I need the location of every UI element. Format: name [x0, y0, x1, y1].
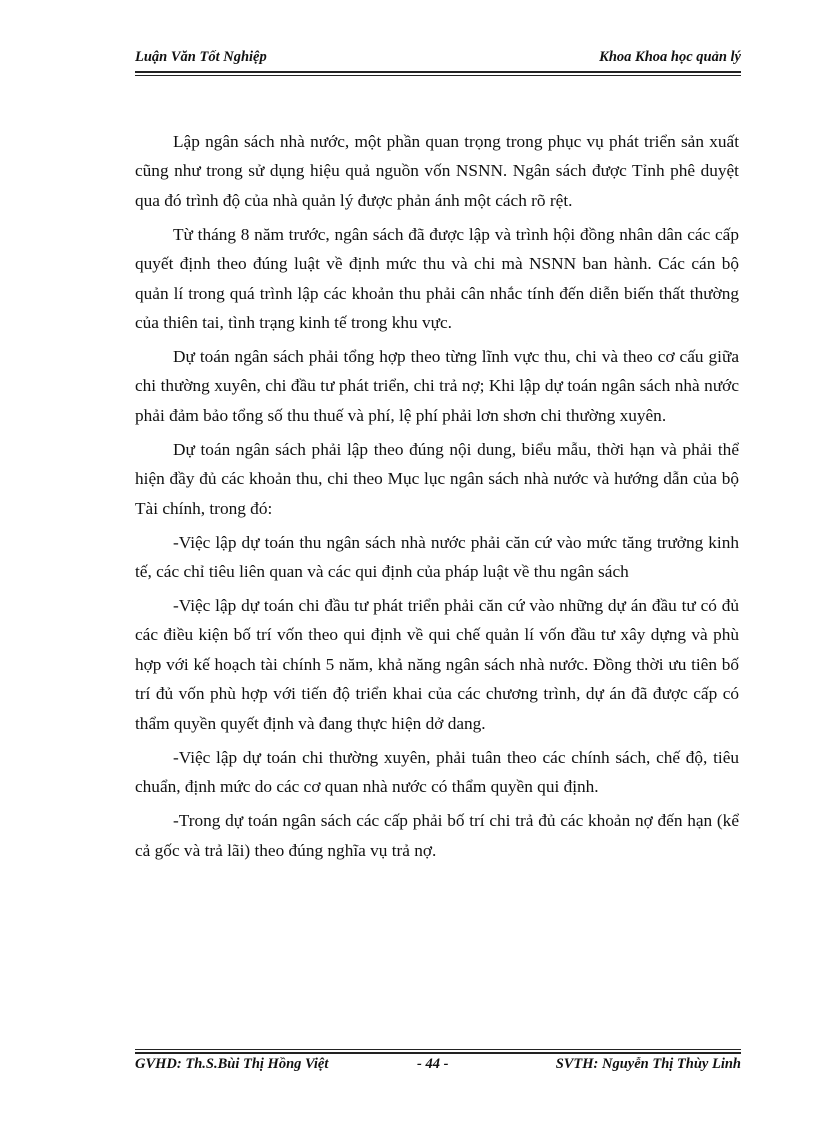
paragraph: -Việc lập dự toán thu ngân sách nhà nước phải căn cứ vào mức tăng trưởng kinh tế, các chỉ tiêu liên quan và các qui định của pháp luật về thu ngân sách: [135, 532, 739, 582]
header-rule-thick: [135, 71, 741, 73]
page-footer: [135, 1056, 741, 1078]
paragraph: Dự toán ngân sách phải tổng hợp theo từng lĩnh vực thu, chi và theo cơ cấu giữa chi thường xuyên, chi đầu tư phát triển, chi trả nợ; Khi lập dự toán ngân sách nhà nước phải đảm bảo tổng số thu thuế và phí, lệ phí phải lơn shơn chi thường xuyên.: [135, 347, 739, 425]
paragraph: -Việc lập dự toán chi thường xuyên, phải tuân theo các chính sách, chế độ, tiêu chuẩn, định mức do các cơ quan nhà nước có thẩm quyền qui định.: [135, 747, 739, 797]
paragraph: -Trong dự toán ngân sách các cấp phải bố trí chi trả đủ các khoản nợ đến hạn (kể cả gốc và trả lãi) theo đúng nghĩa vụ trả nợ.: [135, 811, 739, 860]
footer-supervisor: GVHD: Th.S.Bùi Thị Hồng Việt: [135, 1056, 329, 1072]
footer-rule-thin: [135, 1049, 741, 1050]
paragraph: Dự toán ngân sách phải lập theo đúng nội dung, biểu mẫu, thời hạn và phải thể hiện đầy đủ các khoản thu, chi theo Mục lục ngân sách nhà nước và hướng dẫn của bộ Tài chính, trong đó:: [135, 439, 739, 518]
header-rule-thin: [135, 75, 741, 76]
header-thesis-title: Luận Văn Tốt Nghiệp: [135, 49, 267, 65]
footer-student: SVTH: Nguyễn Thị Thùy Linh: [555, 1056, 741, 1072]
paragraph: Lập ngân sách nhà nước, một phần quan trọng trong phục vụ phát triển sản xuất cũng như trong sử dụng hiệu quả nguồn vốn NSNN. Ngân sách được Tỉnh phê duyệt qua đó trình độ của nhà quản lý được phản ánh một cách rõ rệt.: [135, 132, 739, 210]
header-faculty: Khoa Khoa học quản lý: [599, 49, 741, 65]
footer-rule-thick: [135, 1052, 741, 1054]
paragraph: -Việc lập dự toán chi đầu tư phát triển phải căn cứ vào những dự án đầu tư có đủ các điều kiện bố trí vốn theo qui định về qui chế quản lí vốn đầu tư xây dựng và phù hợp với kế hoạch tài chính 5 năm, khả năng ngân sách nhà nước. Đồng thời ưu tiên bố trí đủ vốn phù hợp với tiến độ triển khai của các chương trình, dự án đã được cấp có thẩm quyền quyết định và đang thực hiện dở dang.: [135, 596, 739, 733]
document-body: [135, 127, 739, 870]
page-header: [135, 48, 741, 70]
paragraph: Từ tháng 8 năm trước, ngân sách đã được lập và trình hội đồng nhân dân các cấp quyết định theo đúng luật về định mức thu và chi mà NSNN ban hành. Các cán bộ quản lí trong quá trình lập các khoản thu phải cân nhắc tính đến diễn biến thất thường của thiên tai, tình trạng kinh tế trong khu vực.: [135, 224, 739, 333]
page-number: - 44 -: [417, 1056, 449, 1072]
